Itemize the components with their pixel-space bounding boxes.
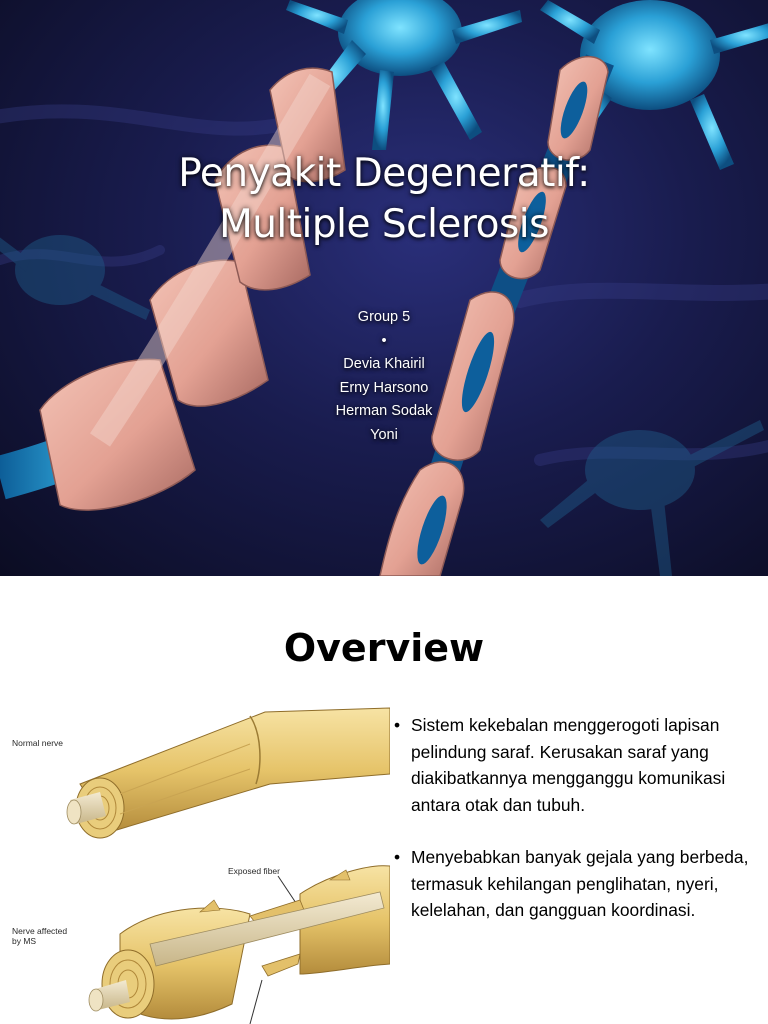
bullet-item: [392, 712, 762, 818]
slide-title: [0, 148, 768, 250]
title-line-2: Multiple Sclerosis: [219, 202, 549, 247]
label-nerve-affected: Nerve affected: [12, 926, 68, 936]
separator-bullet: •: [381, 332, 387, 349]
bullet-icon: •: [394, 715, 401, 735]
title-line-1: Penyakit Degeneratif:: [178, 151, 590, 196]
bullet-item: [392, 844, 762, 924]
member-name: Devia Khairil: [343, 356, 425, 372]
member-name: Yoni: [370, 426, 398, 443]
bullet-text: Menyebabkan banyak gejala yang berbeda, termasuk kehilangan penglihatan, nyeri, kelelahan, dan gangguan koordinasi.: [411, 847, 749, 920]
overview-title: Overview: [283, 626, 485, 670]
author-list: [0, 306, 768, 447]
overview-bullet-list: [392, 712, 762, 950]
normal-nerve-illustration: [67, 708, 390, 838]
bullet-icon: •: [394, 847, 401, 867]
label-exposed-fiber: Exposed fiber: [228, 866, 280, 876]
member-name: Erny Harsono: [339, 379, 429, 396]
label-by-ms: by MS: [12, 936, 37, 946]
overview-slide: [0, 576, 768, 1024]
member-name: Herman Sodak: [335, 403, 433, 419]
affected-nerve-illustration: [89, 866, 390, 1024]
bullet-text: Sistem kekebalan menggerogoti lapisan pelindung saraf. Kerusakan saraf yang diakibatkannya mengganggu komunikasi antara otak dan tubuh.: [411, 715, 726, 815]
label-normal-nerve: Normal nerve: [12, 738, 64, 748]
nerve-diagram: [0, 704, 390, 1024]
group-label: Group 5: [357, 309, 411, 325]
